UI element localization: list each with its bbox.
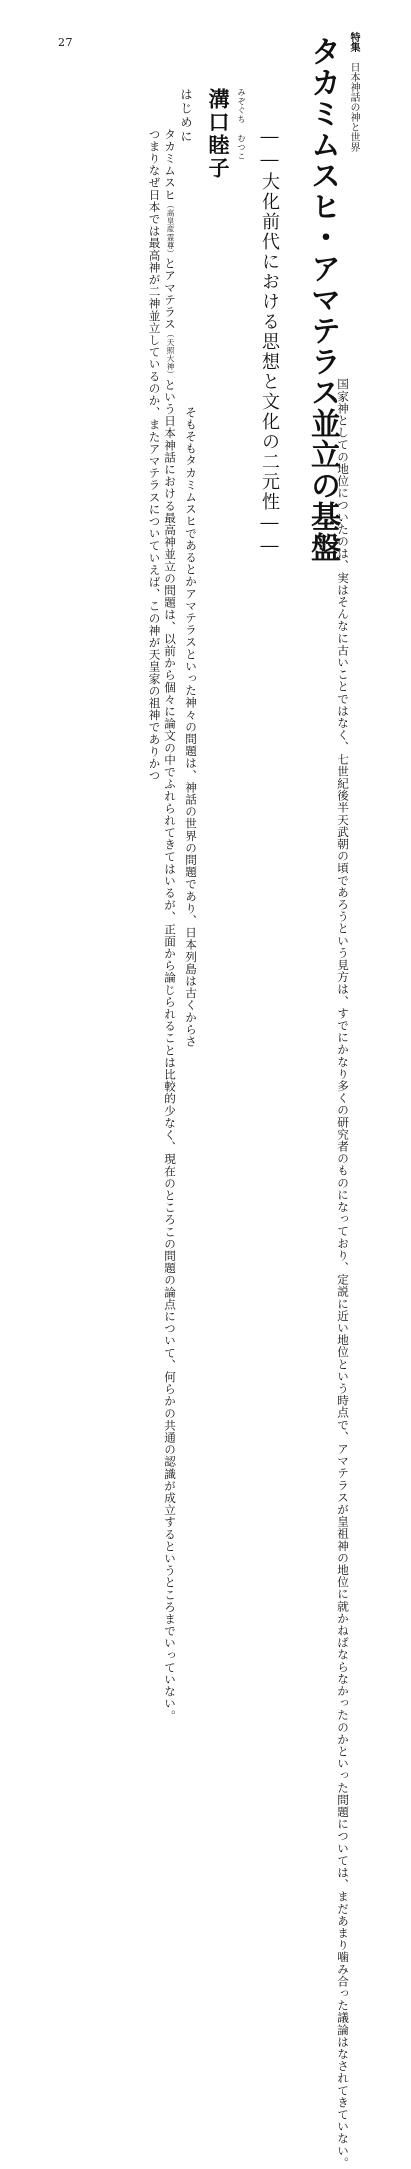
body-text: つまりなぜ日本では最高神が二神並立しているのか、またアマテラスについていえば、この神が天皇家の祖神でありかつ [147,128,162,782]
author-furigana: みぞぐち むつこ [237,88,246,161]
body-note: （高皇産霊尊） [166,200,175,258]
body-note: （天照大神） [166,330,175,379]
body-text: という日本神話における最高神並立の問題は、以前から個々に論文の中でふれられてきてはいるが、正面から論じられることは比較的少なく、現在のところこの問題の論点について、何らかの共通の認識が成立するというところまでいっていない。 [163,378,177,1722]
article-title: タカミムスヒ・アマテラス並立の基盤 [305,36,340,563]
author-name: 溝口睦子 [206,88,231,180]
body-intro-column [48,116,178,1722]
body-lower-right-paragraph: 国家神としての地位についたのは、実はそんなに古いことではなく、七世紀後半天武朝の頃であろうという見方は、すでにかなり多くの研究者のものになっており、定説に近い地位という時点で、アマテラスが皇祖神の地位に就かねばならなかったのかといった問題については、まだあまり噛み合った議論はなされてきていない。 [336,378,350,2169]
article-subtitle: ――大化前代における思想と文化の二元性―― [259,126,280,558]
body-text: そもそもタカミムスヒであるとかアマテラスといった神々の問題は、神話の世界の問題であり、日本列島は古くからさ [184,406,198,1048]
body-lower-left-paragraph [183,394,198,1048]
feature-label [346,32,360,152]
body-text: とアマテラス [163,257,177,331]
body-intro-paragraph-2 [146,116,162,782]
body-intro-paragraph-1 [162,116,178,1722]
section-heading: はじめに [179,88,193,144]
feature-tag: 特集 [348,32,359,52]
page-number: 27 [58,36,73,49]
body-text: タカミムスヒ [163,128,177,201]
feature-series: 日本神話の神と世界 [348,62,359,152]
